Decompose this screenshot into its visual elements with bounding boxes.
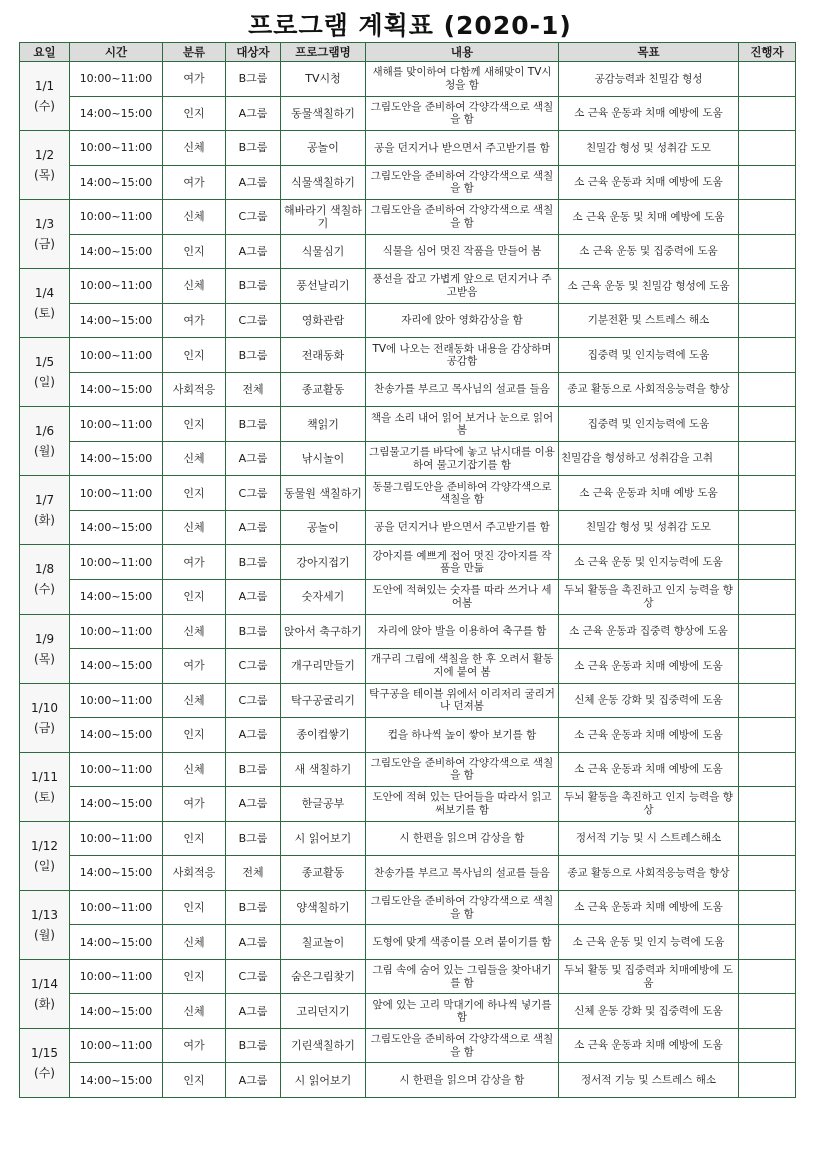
program-cell: 풍선날리기 bbox=[281, 269, 366, 304]
day-date: 1/12 bbox=[31, 838, 58, 853]
table-row bbox=[20, 165, 796, 200]
table-row bbox=[20, 476, 796, 511]
table-row bbox=[20, 649, 796, 684]
schedule-body bbox=[20, 62, 796, 1098]
goal-cell: 집중력 및 인지능력에 도움 bbox=[559, 338, 739, 373]
target-cell: B그룹 bbox=[226, 131, 281, 166]
header-content: 내용 bbox=[366, 43, 559, 62]
time-cell: 14:00~15:00 bbox=[70, 234, 163, 269]
day-date: 1/3 bbox=[34, 217, 55, 232]
header-row bbox=[20, 43, 796, 62]
header-leader: 진행자 bbox=[739, 43, 796, 62]
program-cell: 양색칠하기 bbox=[281, 890, 366, 925]
content-cell: 자리에 앉아 영화감상을 함 bbox=[366, 303, 559, 338]
category-cell: 신체 bbox=[163, 752, 226, 787]
category-cell: 인지 bbox=[163, 96, 226, 131]
goal-cell: 종교 활동으로 사회적응능력을 향상 bbox=[559, 856, 739, 891]
day-date: 1/11 bbox=[31, 769, 58, 784]
goal-cell: 소 근육 운동과 치매 예방 도움 bbox=[559, 476, 739, 511]
goal-cell: 신체 운동 강화 및 집중력에 도움 bbox=[559, 994, 739, 1029]
content-cell: 책을 소리 내어 읽어 보거나 눈으로 읽어봄 bbox=[366, 407, 559, 442]
leader-cell bbox=[739, 856, 796, 891]
category-cell: 신체 bbox=[163, 510, 226, 545]
target-cell: B그룹 bbox=[226, 269, 281, 304]
day-cell bbox=[20, 476, 70, 545]
day-date: 1/4 bbox=[34, 286, 55, 301]
header-day: 요일 bbox=[20, 43, 70, 62]
target-cell: A그룹 bbox=[226, 787, 281, 822]
table-row bbox=[20, 1063, 796, 1098]
time-cell: 10:00~11:00 bbox=[70, 200, 163, 235]
table-row bbox=[20, 338, 796, 373]
day-weekday: (수) bbox=[34, 582, 55, 597]
category-cell: 신체 bbox=[163, 683, 226, 718]
goal-cell: 친밀감을 형성하고 성취감을 고취 bbox=[559, 441, 739, 476]
day-date: 1/5 bbox=[34, 355, 55, 370]
goal-cell: 소 근육 운동과 치매 예방에 도움 bbox=[559, 890, 739, 925]
category-cell: 신체 bbox=[163, 269, 226, 304]
time-cell: 10:00~11:00 bbox=[70, 62, 163, 97]
program-cell: 책읽기 bbox=[281, 407, 366, 442]
leader-cell bbox=[739, 131, 796, 166]
content-cell: 강아지를 예쁘게 접어 멋진 강아지를 작품을 만듦 bbox=[366, 545, 559, 580]
table-row bbox=[20, 821, 796, 856]
program-cell: 기린색칠하기 bbox=[281, 1028, 366, 1063]
day-cell bbox=[20, 1028, 70, 1097]
content-cell: 탁구공을 테이블 위에서 이리저리 굴리거나 던져봄 bbox=[366, 683, 559, 718]
day-cell bbox=[20, 821, 70, 890]
day-cell bbox=[20, 200, 70, 269]
target-cell: B그룹 bbox=[226, 821, 281, 856]
target-cell: B그룹 bbox=[226, 614, 281, 649]
day-weekday: (토) bbox=[34, 306, 55, 321]
table-row bbox=[20, 856, 796, 891]
program-cell: 동물원 색칠하기 bbox=[281, 476, 366, 511]
category-cell: 사회적응 bbox=[163, 372, 226, 407]
content-cell: 앞에 있는 고리 막대기에 하나씩 넣기를 함 bbox=[366, 994, 559, 1029]
content-cell: 개구리 그림에 색칠을 한 후 오려서 활동지에 붙여 봄 bbox=[366, 649, 559, 684]
program-cell: 숨은그림찾기 bbox=[281, 959, 366, 994]
day-weekday: (일) bbox=[34, 858, 55, 873]
leader-cell bbox=[739, 96, 796, 131]
leader-cell bbox=[739, 338, 796, 373]
category-cell: 신체 bbox=[163, 925, 226, 960]
time-cell: 10:00~11:00 bbox=[70, 407, 163, 442]
target-cell: C그룹 bbox=[226, 303, 281, 338]
program-cell: 종이컵쌓기 bbox=[281, 718, 366, 753]
table-row bbox=[20, 545, 796, 580]
content-cell: 그림물고기를 바닥에 놓고 낚시대를 이용하여 물고기잡기를 함 bbox=[366, 441, 559, 476]
target-cell: A그룹 bbox=[226, 925, 281, 960]
day-date: 1/6 bbox=[34, 424, 55, 439]
content-cell: 새해를 맞이하여 다함께 새해맞이 TV시청을 함 bbox=[366, 62, 559, 97]
target-cell: A그룹 bbox=[226, 1063, 281, 1098]
time-cell: 14:00~15:00 bbox=[70, 303, 163, 338]
time-cell: 14:00~15:00 bbox=[70, 579, 163, 614]
time-cell: 14:00~15:00 bbox=[70, 165, 163, 200]
leader-cell bbox=[739, 994, 796, 1029]
program-cell: 개구리만들기 bbox=[281, 649, 366, 684]
goal-cell: 소 근육 운동 및 치매 예방에 도움 bbox=[559, 200, 739, 235]
leader-cell bbox=[739, 683, 796, 718]
day-weekday: (토) bbox=[34, 789, 55, 804]
table-row bbox=[20, 994, 796, 1029]
day-weekday: (화) bbox=[34, 996, 55, 1011]
leader-cell bbox=[739, 925, 796, 960]
category-cell: 여가 bbox=[163, 165, 226, 200]
target-cell: 전체 bbox=[226, 372, 281, 407]
goal-cell: 소 근육 운동과 치매 예방에 도움 bbox=[559, 1028, 739, 1063]
leader-cell bbox=[739, 1063, 796, 1098]
category-cell: 신체 bbox=[163, 994, 226, 1029]
target-cell: A그룹 bbox=[226, 96, 281, 131]
goal-cell: 두뇌 활동 및 집중력과 치매예방에 도움 bbox=[559, 959, 739, 994]
table-row bbox=[20, 925, 796, 960]
category-cell: 인지 bbox=[163, 579, 226, 614]
time-cell: 10:00~11:00 bbox=[70, 1028, 163, 1063]
day-cell bbox=[20, 131, 70, 200]
program-cell: 공놀이 bbox=[281, 510, 366, 545]
leader-cell bbox=[739, 959, 796, 994]
content-cell: 그림도안을 준비하여 각양각색으로 색칠을 함 bbox=[366, 165, 559, 200]
target-cell: B그룹 bbox=[226, 890, 281, 925]
time-cell: 10:00~11:00 bbox=[70, 269, 163, 304]
leader-cell bbox=[739, 752, 796, 787]
time-cell: 14:00~15:00 bbox=[70, 1063, 163, 1098]
target-cell: 전체 bbox=[226, 856, 281, 891]
program-cell: 고리던지기 bbox=[281, 994, 366, 1029]
category-cell: 인지 bbox=[163, 718, 226, 753]
target-cell: B그룹 bbox=[226, 407, 281, 442]
program-cell: 종교활동 bbox=[281, 856, 366, 891]
leader-cell bbox=[739, 200, 796, 235]
content-cell: 찬송가를 부르고 목사님의 설교를 들음 bbox=[366, 372, 559, 407]
day-weekday: (월) bbox=[34, 444, 55, 459]
program-cell: 종교활동 bbox=[281, 372, 366, 407]
table-row bbox=[20, 303, 796, 338]
day-date: 1/7 bbox=[34, 493, 55, 508]
day-cell bbox=[20, 269, 70, 338]
day-date: 1/15 bbox=[31, 1045, 58, 1060]
leader-cell bbox=[739, 165, 796, 200]
target-cell: A그룹 bbox=[226, 441, 281, 476]
program-cell: 칠교놀이 bbox=[281, 925, 366, 960]
goal-cell: 소 근육 운동과 치매 예방에 도움 bbox=[559, 718, 739, 753]
target-cell: A그룹 bbox=[226, 994, 281, 1029]
leader-cell bbox=[739, 545, 796, 580]
time-cell: 14:00~15:00 bbox=[70, 925, 163, 960]
time-cell: 14:00~15:00 bbox=[70, 649, 163, 684]
header-goal: 목표 bbox=[559, 43, 739, 62]
goal-cell: 소 근육 운동 및 친밀감 형성에 도움 bbox=[559, 269, 739, 304]
day-cell bbox=[20, 407, 70, 476]
goal-cell: 정서적 기능 및 시 스트레스해소 bbox=[559, 821, 739, 856]
day-date: 1/13 bbox=[31, 907, 58, 922]
leader-cell bbox=[739, 441, 796, 476]
day-cell bbox=[20, 614, 70, 683]
category-cell: 여가 bbox=[163, 303, 226, 338]
content-cell: TV에 나오는 전래동화 내용을 감상하며 공감함 bbox=[366, 338, 559, 373]
day-weekday: (금) bbox=[34, 237, 55, 252]
category-cell: 인지 bbox=[163, 890, 226, 925]
goal-cell: 두뇌 활동을 촉진하고 인지 능력을 향상 bbox=[559, 787, 739, 822]
day-cell bbox=[20, 959, 70, 1028]
category-cell: 여가 bbox=[163, 545, 226, 580]
time-cell: 10:00~11:00 bbox=[70, 959, 163, 994]
leader-cell bbox=[739, 269, 796, 304]
program-cell: 식물색칠하기 bbox=[281, 165, 366, 200]
category-cell: 인지 bbox=[163, 1063, 226, 1098]
day-cell bbox=[20, 683, 70, 752]
target-cell: C그룹 bbox=[226, 476, 281, 511]
target-cell: C그룹 bbox=[226, 649, 281, 684]
category-cell: 여가 bbox=[163, 62, 226, 97]
goal-cell: 친밀감 형성 및 성취감 도모 bbox=[559, 131, 739, 166]
day-weekday: (목) bbox=[34, 168, 55, 183]
target-cell: B그룹 bbox=[226, 752, 281, 787]
goal-cell: 소 근육 운동과 치매 예방에 도움 bbox=[559, 96, 739, 131]
content-cell: 찬송가를 부르고 목사님의 설교를 들음 bbox=[366, 856, 559, 891]
category-cell: 여가 bbox=[163, 787, 226, 822]
content-cell: 자리에 앉아 발을 이용하여 축구를 함 bbox=[366, 614, 559, 649]
content-cell: 공을 던지거나 받으면서 주고받기를 함 bbox=[366, 131, 559, 166]
content-cell: 그림도안을 준비하여 각양각색으로 색칠을 함 bbox=[366, 890, 559, 925]
day-date: 1/2 bbox=[34, 148, 55, 163]
target-cell: C그룹 bbox=[226, 959, 281, 994]
program-cell: 시 읽어보기 bbox=[281, 1063, 366, 1098]
category-cell: 신체 bbox=[163, 441, 226, 476]
table-row bbox=[20, 1028, 796, 1063]
leader-cell bbox=[739, 614, 796, 649]
table-row bbox=[20, 614, 796, 649]
category-cell: 신체 bbox=[163, 614, 226, 649]
goal-cell: 공감능력과 친밀감 형성 bbox=[559, 62, 739, 97]
category-cell: 여가 bbox=[163, 1028, 226, 1063]
leader-cell bbox=[739, 1028, 796, 1063]
time-cell: 14:00~15:00 bbox=[70, 856, 163, 891]
content-cell: 동물그림도안을 준비하여 각양각색으로 색칠을 함 bbox=[366, 476, 559, 511]
goal-cell: 종교 활동으로 사회적응능력을 향상 bbox=[559, 372, 739, 407]
category-cell: 사회적응 bbox=[163, 856, 226, 891]
time-cell: 10:00~11:00 bbox=[70, 683, 163, 718]
table-row bbox=[20, 683, 796, 718]
day-cell bbox=[20, 752, 70, 821]
time-cell: 10:00~11:00 bbox=[70, 338, 163, 373]
goal-cell: 소 근육 운동과 치매 예방에 도움 bbox=[559, 165, 739, 200]
category-cell: 인지 bbox=[163, 476, 226, 511]
time-cell: 10:00~11:00 bbox=[70, 545, 163, 580]
target-cell: B그룹 bbox=[226, 545, 281, 580]
program-cell: 강아지접기 bbox=[281, 545, 366, 580]
day-weekday: (수) bbox=[34, 1065, 55, 1080]
program-cell: 동물색칠하기 bbox=[281, 96, 366, 131]
target-cell: A그룹 bbox=[226, 510, 281, 545]
leader-cell bbox=[739, 234, 796, 269]
leader-cell bbox=[739, 890, 796, 925]
program-cell: 한글공부 bbox=[281, 787, 366, 822]
table-row bbox=[20, 787, 796, 822]
category-cell: 인지 bbox=[163, 234, 226, 269]
table-row bbox=[20, 200, 796, 235]
program-cell: 낚시놀이 bbox=[281, 441, 366, 476]
day-weekday: (화) bbox=[34, 513, 55, 528]
table-row bbox=[20, 959, 796, 994]
table-row bbox=[20, 96, 796, 131]
table-row bbox=[20, 131, 796, 166]
goal-cell: 소 근육 운동과 집중력 향상에 도움 bbox=[559, 614, 739, 649]
header-program: 프로그램명 bbox=[281, 43, 366, 62]
content-cell: 그림도안을 준비하여 각양각색으로 색칠을 함 bbox=[366, 200, 559, 235]
time-cell: 10:00~11:00 bbox=[70, 131, 163, 166]
category-cell: 인지 bbox=[163, 821, 226, 856]
program-cell: 해바라기 색칠하기 bbox=[281, 200, 366, 235]
table-row bbox=[20, 579, 796, 614]
goal-cell: 소 근육 운동 및 인지능력에 도움 bbox=[559, 545, 739, 580]
leader-cell bbox=[739, 510, 796, 545]
target-cell: C그룹 bbox=[226, 200, 281, 235]
category-cell: 인지 bbox=[163, 959, 226, 994]
table-row bbox=[20, 269, 796, 304]
goal-cell: 친밀감 형성 및 성취감 도모 bbox=[559, 510, 739, 545]
day-date: 1/9 bbox=[34, 631, 55, 646]
leader-cell bbox=[739, 821, 796, 856]
target-cell: B그룹 bbox=[226, 338, 281, 373]
day-date: 1/8 bbox=[34, 562, 55, 577]
target-cell: C그룹 bbox=[226, 683, 281, 718]
category-cell: 신체 bbox=[163, 131, 226, 166]
content-cell: 공을 던지거나 받으면서 주고받기를 함 bbox=[366, 510, 559, 545]
target-cell: A그룹 bbox=[226, 718, 281, 753]
content-cell: 도형에 맞게 색종이를 오려 붙이기를 함 bbox=[366, 925, 559, 960]
header-time: 시간 bbox=[70, 43, 163, 62]
goal-cell: 소 근육 운동과 치매 예방에 도움 bbox=[559, 752, 739, 787]
day-date: 1/14 bbox=[31, 976, 58, 991]
target-cell: B그룹 bbox=[226, 1028, 281, 1063]
table-row bbox=[20, 510, 796, 545]
program-cell: 새 색칠하기 bbox=[281, 752, 366, 787]
program-cell: 시 읽어보기 bbox=[281, 821, 366, 856]
content-cell: 그림도안을 준비하여 각양각색으로 색칠을 함 bbox=[366, 96, 559, 131]
day-weekday: (월) bbox=[34, 927, 55, 942]
program-cell: 영화관람 bbox=[281, 303, 366, 338]
time-cell: 10:00~11:00 bbox=[70, 890, 163, 925]
table-row bbox=[20, 407, 796, 442]
time-cell: 14:00~15:00 bbox=[70, 441, 163, 476]
category-cell: 신체 bbox=[163, 200, 226, 235]
content-cell: 그림도안을 준비하여 각양각색으로 색칠을 함 bbox=[366, 1028, 559, 1063]
time-cell: 14:00~15:00 bbox=[70, 96, 163, 131]
content-cell: 도안에 적혀있는 숫자를 따라 쓰거나 세어봄 bbox=[366, 579, 559, 614]
time-cell: 14:00~15:00 bbox=[70, 510, 163, 545]
table-row bbox=[20, 441, 796, 476]
leader-cell bbox=[739, 718, 796, 753]
leader-cell bbox=[739, 649, 796, 684]
program-cell: 탁구공굴리기 bbox=[281, 683, 366, 718]
target-cell: A그룹 bbox=[226, 165, 281, 200]
target-cell: B그룹 bbox=[226, 62, 281, 97]
goal-cell: 소 근육 운동 및 집중력에 도움 bbox=[559, 234, 739, 269]
goal-cell: 기분전환 및 스트레스 해소 bbox=[559, 303, 739, 338]
goal-cell: 신체 운동 강화 및 집중력에 도움 bbox=[559, 683, 739, 718]
time-cell: 10:00~11:00 bbox=[70, 614, 163, 649]
category-cell: 인지 bbox=[163, 407, 226, 442]
leader-cell bbox=[739, 787, 796, 822]
table-row bbox=[20, 890, 796, 925]
program-cell: 숫자세기 bbox=[281, 579, 366, 614]
table-row bbox=[20, 234, 796, 269]
content-cell: 풍선을 잡고 가볍게 앞으로 던지거나 주고받음 bbox=[366, 269, 559, 304]
program-cell: 전래동화 bbox=[281, 338, 366, 373]
program-cell: TV시청 bbox=[281, 62, 366, 97]
time-cell: 14:00~15:00 bbox=[70, 718, 163, 753]
leader-cell bbox=[739, 303, 796, 338]
day-weekday: (수) bbox=[34, 99, 55, 114]
day-weekday: (목) bbox=[34, 651, 55, 666]
day-cell bbox=[20, 545, 70, 614]
content-cell: 시 한편을 읽으며 감상을 함 bbox=[366, 821, 559, 856]
table-row bbox=[20, 752, 796, 787]
target-cell: A그룹 bbox=[226, 234, 281, 269]
day-cell bbox=[20, 890, 70, 959]
time-cell: 10:00~11:00 bbox=[70, 476, 163, 511]
table-row bbox=[20, 718, 796, 753]
page-title: 프로그램 계획표 (2020-1) bbox=[248, 11, 572, 40]
content-cell: 식물을 심어 멋진 작품을 만들어 봄 bbox=[366, 234, 559, 269]
table-row bbox=[20, 372, 796, 407]
content-cell: 도안에 적혀 있는 단어들을 따라서 읽고 써보기를 함 bbox=[366, 787, 559, 822]
day-cell bbox=[20, 62, 70, 131]
leader-cell bbox=[739, 372, 796, 407]
day-cell bbox=[20, 338, 70, 407]
table-row bbox=[20, 62, 796, 97]
category-cell: 여가 bbox=[163, 649, 226, 684]
leader-cell bbox=[739, 62, 796, 97]
content-cell: 그림도안을 준비하여 각양각색으로 색칠을 함 bbox=[366, 752, 559, 787]
time-cell: 14:00~15:00 bbox=[70, 372, 163, 407]
leader-cell bbox=[739, 476, 796, 511]
time-cell: 14:00~15:00 bbox=[70, 787, 163, 822]
day-date: 1/10 bbox=[31, 700, 58, 715]
time-cell: 14:00~15:00 bbox=[70, 994, 163, 1029]
time-cell: 10:00~11:00 bbox=[70, 821, 163, 856]
day-date: 1/1 bbox=[34, 79, 55, 94]
header-target: 대상자 bbox=[226, 43, 281, 62]
goal-cell: 두뇌 활동을 촉진하고 인지 능력을 향상 bbox=[559, 579, 739, 614]
goal-cell: 정서적 기능 및 스트레스 해소 bbox=[559, 1063, 739, 1098]
goal-cell: 소 근육 운동과 치매 예방에 도움 bbox=[559, 649, 739, 684]
program-cell: 앉아서 축구하기 bbox=[281, 614, 366, 649]
content-cell: 그림 속에 숨어 있는 그림들을 찾아내기를 함 bbox=[366, 959, 559, 994]
day-weekday: (금) bbox=[34, 720, 55, 735]
goal-cell: 집중력 및 인지능력에 도움 bbox=[559, 407, 739, 442]
program-cell: 공놀이 bbox=[281, 131, 366, 166]
day-weekday: (일) bbox=[34, 375, 55, 390]
header-category: 분류 bbox=[163, 43, 226, 62]
schedule-table bbox=[19, 42, 796, 1098]
target-cell: A그룹 bbox=[226, 579, 281, 614]
goal-cell: 소 근육 운동 및 인지 능력에 도움 bbox=[559, 925, 739, 960]
content-cell: 시 한편을 읽으며 감상을 함 bbox=[366, 1063, 559, 1098]
program-cell: 식물심기 bbox=[281, 234, 366, 269]
content-cell: 컵을 하나씩 높이 쌓아 보기를 함 bbox=[366, 718, 559, 753]
leader-cell bbox=[739, 407, 796, 442]
time-cell: 10:00~11:00 bbox=[70, 752, 163, 787]
leader-cell bbox=[739, 579, 796, 614]
category-cell: 인지 bbox=[163, 338, 226, 373]
